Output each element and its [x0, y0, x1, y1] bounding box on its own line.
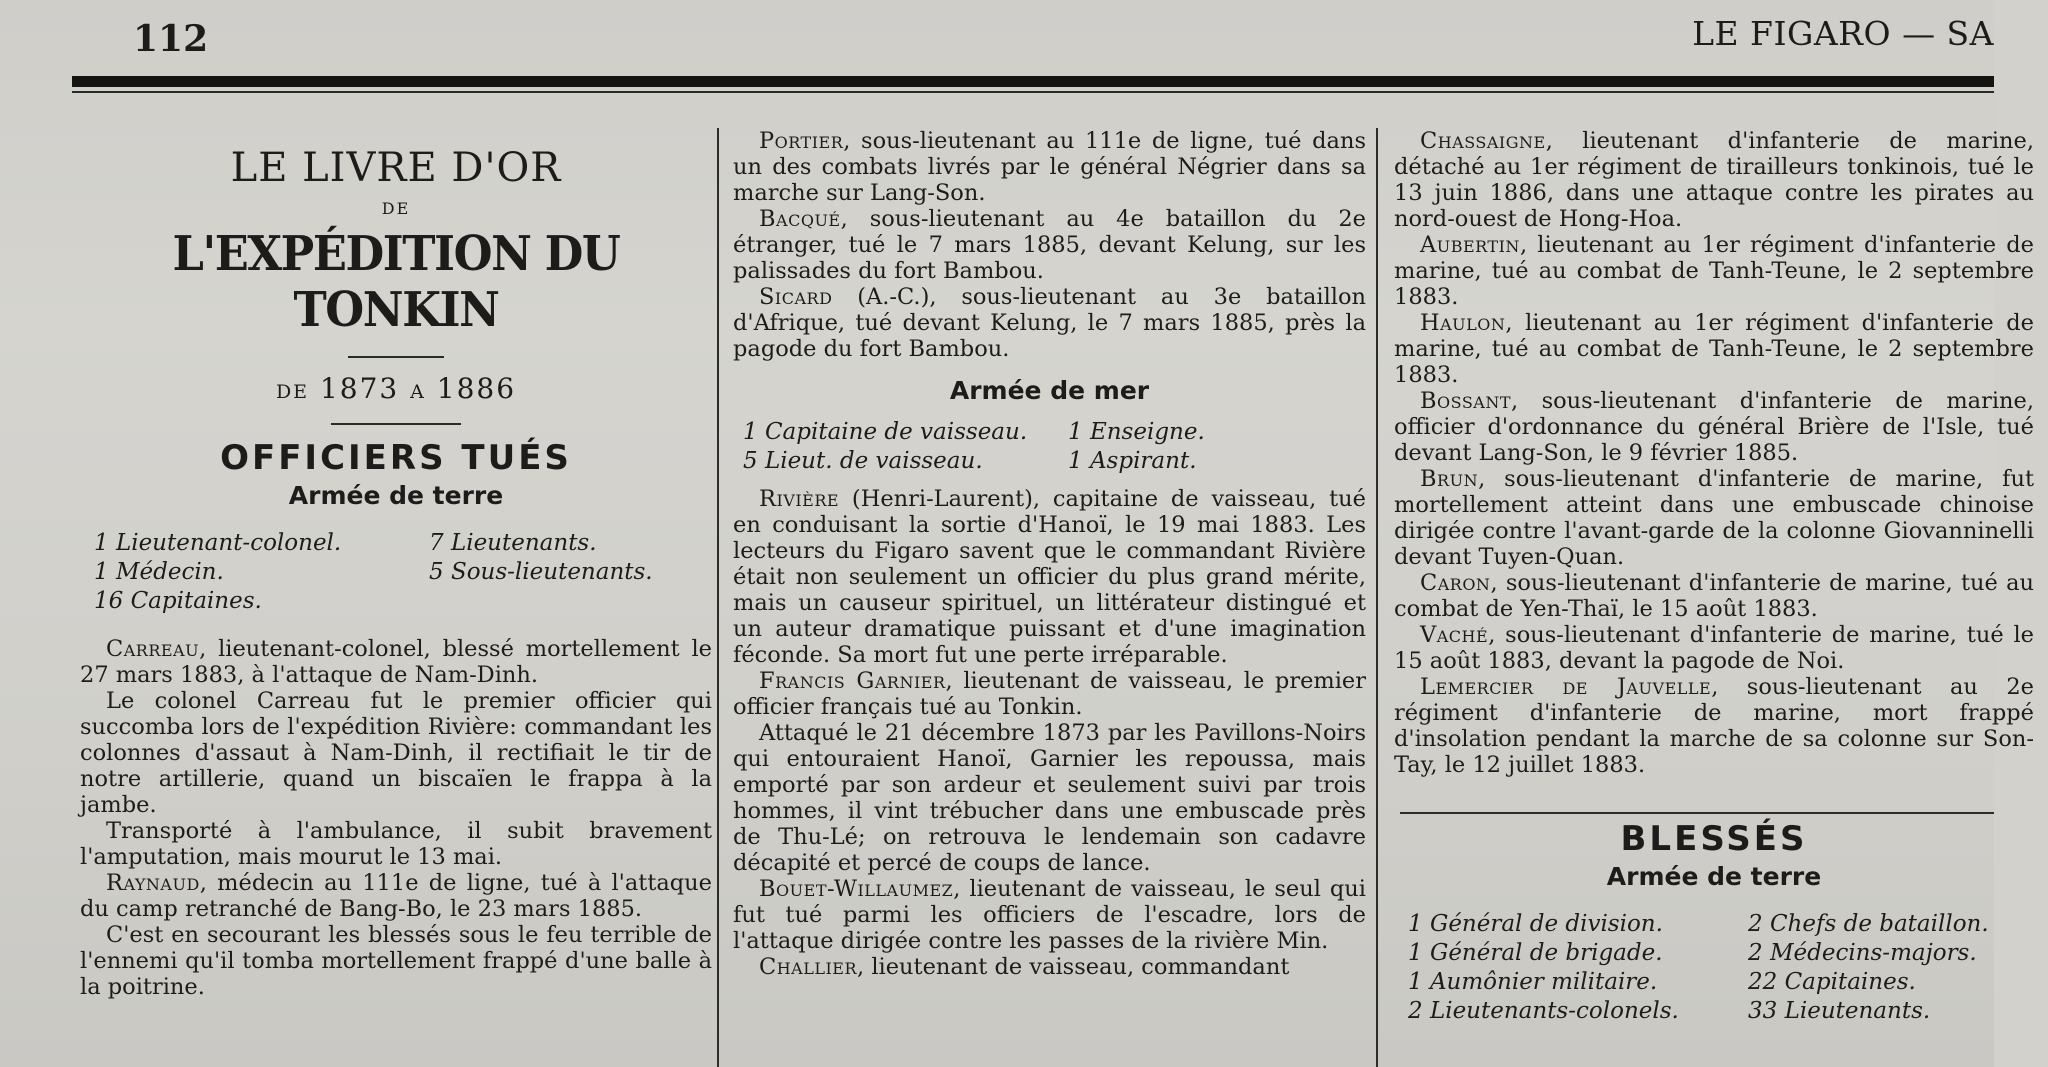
- article-paragraph: [733, 284, 1366, 362]
- page-number: 112: [133, 18, 209, 60]
- article-paragraph: [1394, 622, 2034, 674]
- tally-item: 1 Général de division.: [1408, 911, 1663, 937]
- article-paragraph: [1394, 466, 2034, 570]
- header-rule-thin: [72, 91, 1994, 93]
- tally-item: 7 Lieutenants.: [429, 530, 597, 556]
- officer-name: Aubertin: [1420, 232, 1520, 258]
- article-paragraph: [1394, 310, 2034, 388]
- title-livre-dor: LE LIVRE D'OR: [230, 145, 562, 191]
- dates-to: 1886: [436, 372, 517, 405]
- tally-item: 1 Capitaine de vaisseau.: [743, 419, 1028, 445]
- heading-officiers-tues: OFFICIERS TUÉS: [220, 438, 572, 478]
- article-paragraph: [1394, 232, 2034, 310]
- paragraph-text: (Henri-Laurent), capitaine de vaisseau, tué en conduisant la sortie d'Hanoï, le 19 mai 1883. Les lecteurs du Figaro savent que le commandant Rivière était non seulement un officier du plus grand mérite, mais un causeur spirituel, un littérateur distingué et un auteur dramatique puissant et d'une imagination féconde. Sa mort fut une perte irréparable.: [733, 486, 1366, 668]
- tally-item: 2 Chefs de bataillon.: [1748, 911, 1989, 937]
- column-1: [80, 128, 712, 1000]
- officer-name: Bacqué: [759, 206, 841, 232]
- paragraph-text: , lieutenant au 1er régiment d'infanterie de marine, tué au combat de Tanh-Teune, le 2 septembre 1883.: [1394, 232, 2034, 310]
- article-paragraph: [80, 922, 712, 1000]
- paragraph-text: , sous-lieutenant au 2e régiment d'infanterie de marine, mort frappé d'insolation pendant la marche de sa colonne sur Son-Tay, le 12 juillet 1883.: [1394, 674, 2034, 778]
- paragraph-text: , sous-lieutenant d'infanterie de marine, fut mortellement atteint dans une embuscade chinoise dirigée contre l'avant-garde de la colonne Giovanninelli devant Tuyen-Quan.: [1394, 466, 2034, 570]
- paragraph-text: , lieutenant de vaisseau, commandant: [857, 954, 1290, 980]
- officer-name: Francis Garnier: [759, 668, 946, 694]
- column-2: [733, 128, 1366, 980]
- article-paragraph: [1394, 570, 2034, 622]
- heading-blesses: BLESSÉS: [1620, 819, 1808, 859]
- title-dates: [80, 372, 712, 405]
- officer-name: Challier: [759, 954, 858, 980]
- article-paragraph: [80, 636, 712, 688]
- tally-item: 1 Général de brigade.: [1408, 940, 1663, 966]
- tally-item: 22 Capitaines.: [1748, 969, 1916, 995]
- tally-item: 2 Médecins-majors.: [1748, 940, 1977, 966]
- tally-item: 5 Lieut. de vaisseau.: [743, 448, 983, 474]
- article-paragraph: [80, 818, 712, 870]
- tally-item: 2 Lieutenants-colonels.: [1408, 998, 1679, 1024]
- article-paragraph: [733, 206, 1366, 284]
- article-paragraph: [1394, 128, 2034, 232]
- paragraph-text: Le colonel Carreau fut le premier officier qui succomba lors de l'expédition Rivière: commandant les colonnes d'assaut à Nam-Dinh, il rectifiait le tir de notre artillerie, quand un biscaïen le frappa à la jambe.: [80, 688, 712, 818]
- officer-name: Brun: [1420, 466, 1479, 492]
- article-paragraph: [733, 720, 1366, 876]
- tally-item: 33 Lieutenants.: [1748, 998, 1931, 1024]
- tally-item: 1 Lieutenant-colonel.: [94, 530, 342, 556]
- dates-de: DE: [275, 381, 310, 403]
- title-rule: [348, 356, 444, 358]
- tally-item: 1 Médecin.: [94, 559, 224, 585]
- dates-rule: [331, 423, 461, 425]
- tally-item: 1 Enseigne.: [1068, 419, 1205, 445]
- officer-name: Caron: [1420, 570, 1491, 596]
- officer-tally: [94, 529, 712, 616]
- article-paragraph: [80, 870, 712, 922]
- article-paragraph: [80, 688, 712, 818]
- article-paragraph: [733, 668, 1366, 720]
- officer-name: Haulon: [1420, 310, 1506, 336]
- wounded-tally: [1408, 910, 2034, 1026]
- officer-name: Sicard: [759, 284, 833, 310]
- paragraph-text: , lieutenant-colonel, blessé mortellement le 27 mars 1883, à l'attaque de Nam-Dinh.: [80, 636, 712, 688]
- paragraph-text: , sous-lieutenant au 4e bataillon du 2e étranger, tué le 7 mars 1885, devant Kelung, sur les palissades du fort Bambou.: [733, 206, 1366, 284]
- header-rule-thick: [72, 76, 1994, 87]
- paragraph-text: (A.-C.), sous-lieutenant au 3e bataillon d'Afrique, tué devant Kelung, le 7 mars 1885, près la pagode du fort Bambou.: [733, 284, 1366, 362]
- paragraph-text: , lieutenant de vaisseau, le seul qui fut tué parmi les officiers de l'escadre, lors de l'attaque dirigée contre les passes de la rivière Min.: [733, 876, 1366, 954]
- officer-name: Vaché: [1420, 622, 1489, 648]
- paragraph-text: , sous-lieutenant au 111e de ligne, tué dans un des combats livrés par le général Négrier dans sa marche sur Lang-Son.: [733, 128, 1366, 206]
- officer-name: Raynaud: [106, 870, 200, 896]
- tally-item: 1 Aumônier militaire.: [1408, 969, 1658, 995]
- paragraph-text: , médecin au 111e de ligne, tué à l'attaque du camp retranché de Bang-Bo, le 23 mars 1885.: [80, 870, 712, 922]
- tally-item: 5 Sous-lieutenants.: [429, 559, 653, 585]
- paragraph-text: , lieutenant de vaisseau, le premier officier français tué au Tonkin.: [733, 668, 1366, 720]
- heading-armee-de-terre: Armée de terre: [288, 481, 504, 510]
- officer-name: Chassaigne: [1420, 128, 1546, 154]
- running-title: LE FIGARO — SA: [1692, 14, 1994, 53]
- navy-tally: [743, 418, 1366, 476]
- officer-name: Bossant: [1420, 388, 1512, 414]
- paragraph-text: , lieutenant d'infanterie de marine, détaché au 1er régiment de tirailleurs tonkinois, tué le 13 juin 1886, dans une attaque contre les pirates au nord-ouest de Hong-Hoa.: [1394, 128, 2034, 232]
- dates-a: A: [410, 381, 426, 403]
- paragraph-text: , lieutenant au 1er régiment d'infanterie de marine, tué au combat de Tanh-Teune, le 2 septembre 1883.: [1394, 310, 2034, 388]
- heading-armee-de-mer: Armée de mer: [949, 376, 1150, 405]
- officer-name: Lemercier de Jauvelle: [1420, 674, 1712, 700]
- tally-item: [429, 587, 729, 616]
- tally-item: 16 Capitaines.: [94, 588, 262, 614]
- tally-item: 1 Aspirant.: [1068, 448, 1197, 474]
- article-paragraph: [733, 954, 1366, 980]
- heading-blesses-armee-de-terre: Armée de terre: [1606, 862, 1822, 891]
- article-paragraph: [1394, 674, 2034, 778]
- title-expedition: L'EXPÉDITION DU TONKIN: [172, 226, 620, 338]
- paragraph-text: , sous-lieutenant d'infanterie de marine, tué au combat de Yen-Thaï, le 15 août 1883.: [1394, 570, 2034, 622]
- paragraph-text: Transporté à l'ambulance, il subit bravement l'amputation, mais mourut le 13 mai.: [80, 818, 712, 870]
- column-divider-2: [1376, 128, 1378, 1067]
- paragraph-text: Attaqué le 21 décembre 1873 par les Pavillons-Noirs qui entouraient Hanoï, Garnier les repoussa, mais emporté par son ardeur et seulement suivi par trois hommes, il vint trébucher dans une embuscade près de Thu-Lé; on retrouva le lendemain son cadavre décapité et percé de coups de lance.: [733, 720, 1366, 876]
- officer-name: Carreau: [106, 636, 200, 662]
- officer-name: Rivière: [759, 486, 840, 512]
- article-paragraph: [1394, 388, 2034, 466]
- paragraph-text: , sous-lieutenant d'infanterie de marine, tué le 15 août 1883, devant la pagode de Noi.: [1394, 622, 2034, 674]
- column-3: [1394, 128, 2034, 1046]
- article-paragraph: [733, 876, 1366, 954]
- officer-name: Portier: [759, 128, 844, 154]
- paragraph-text: , sous-lieutenant d'infanterie de marine, officier d'ordonnance du général Brière de l'Isle, tué devant Lang-Son, le 9 février 1885.: [1394, 388, 2034, 466]
- article-paragraph: [733, 486, 1366, 668]
- paragraph-text: C'est en secourant les blessés sous le feu terrible de l'ennemi qu'il tomba mortellement frappé d'une balle à la poitrine.: [80, 922, 712, 1000]
- article-paragraph: [733, 128, 1366, 206]
- dates-from: 1873: [319, 372, 400, 405]
- officer-name: Bouet-Willaumez: [759, 876, 954, 902]
- title-de: DE: [381, 199, 411, 218]
